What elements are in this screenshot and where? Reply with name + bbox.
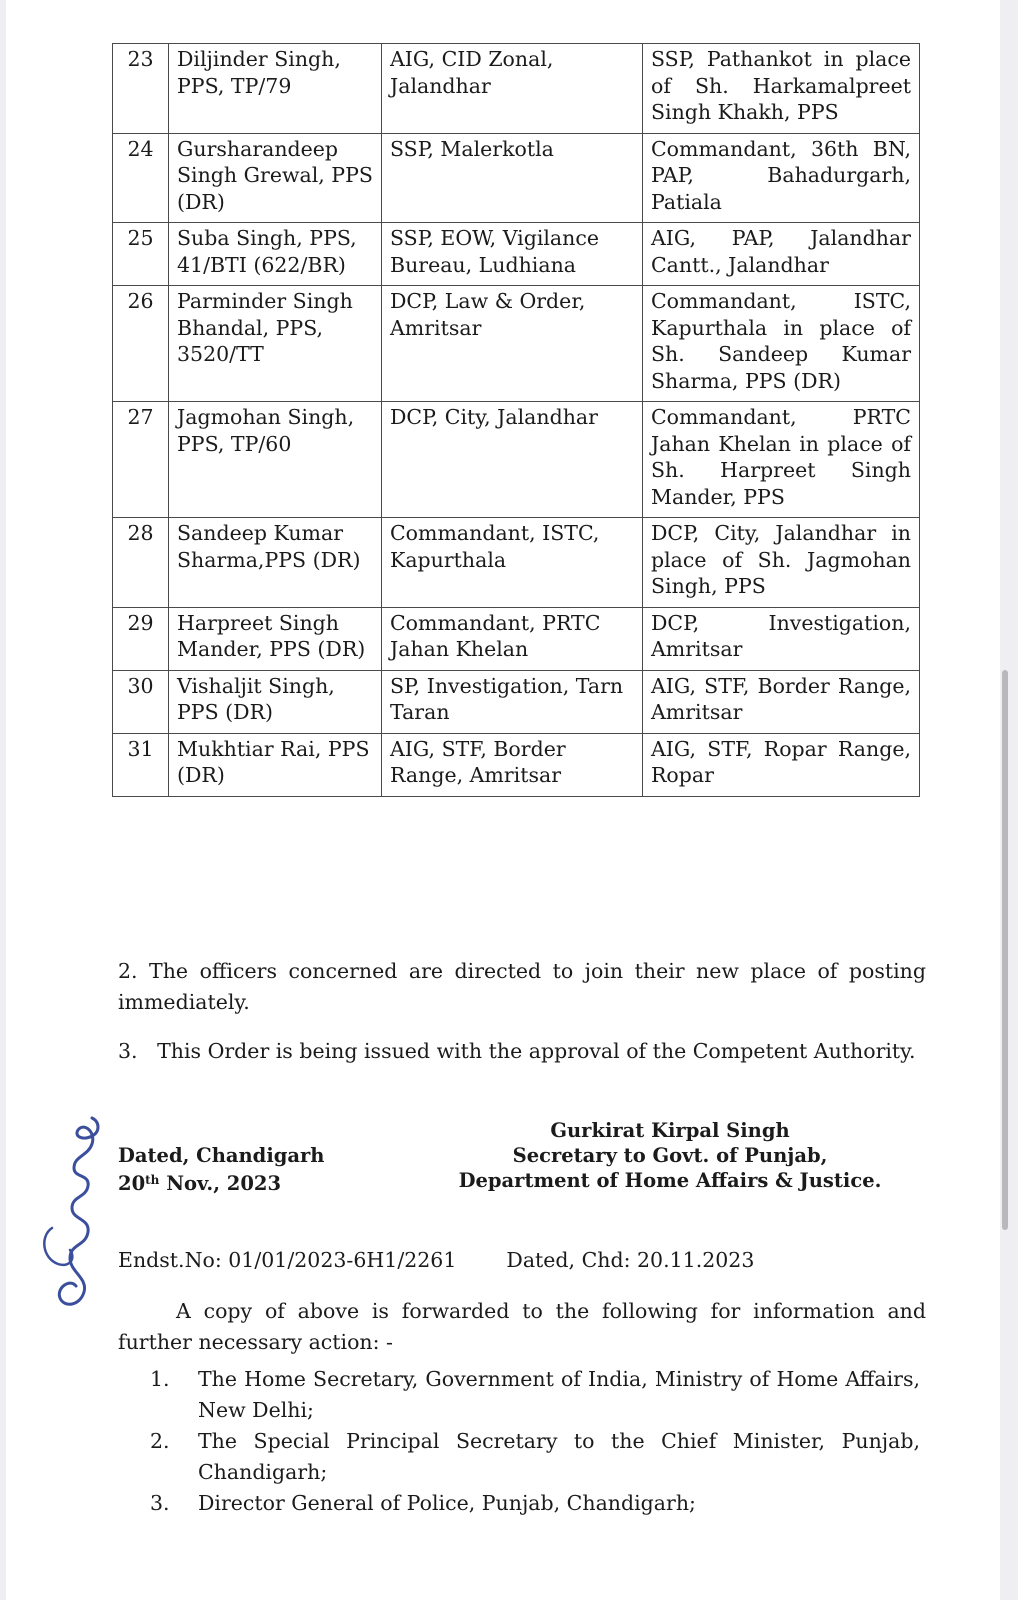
new-posting-cell: Commandant, ISTC, Kapurthala in place of Sh. Sandeep Kumar Sharma, PPS (DR) (643, 286, 920, 402)
list-item-number: 2. (150, 1429, 170, 1453)
signatory-designation: Secretary to Govt. of Punjab, (512, 1144, 828, 1167)
officer-name-cell: Vishaljit Singh, PPS (DR) (169, 670, 382, 733)
officer-name-cell: Gursharandeep Singh Grewal, PPS (DR) (169, 133, 382, 223)
present-posting-cell: AIG, STF, Border Range, Amritsar (382, 733, 643, 796)
officer-name-cell: Parminder Singh Bhandal, PPS, 3520/TT (169, 286, 382, 402)
present-posting-cell: SSP, Malerkotla (382, 133, 643, 223)
present-posting-cell: SP, Investigation, Tarn Taran (382, 670, 643, 733)
paragraph-3: 3. This Order is being issued with the approval of the Competent Authority. (118, 1039, 916, 1063)
list-item-text: The Special Principal Secretary to the Chief Minister, Punjab, Chandigarh; (198, 1429, 920, 1484)
list-item-text: Director General of Police, Punjab, Chandigarh; (198, 1491, 696, 1515)
table-row (113, 733, 920, 796)
officer-name-cell: Sandeep Kumar Sharma,PPS (DR) (169, 518, 382, 608)
serial-number-cell: 27 (113, 402, 169, 518)
officer-name-cell: Diljinder Singh, PPS, TP/79 (169, 44, 382, 134)
present-posting-cell: AIG, CID Zonal, Jalandhar (382, 44, 643, 134)
table-row (113, 223, 920, 286)
new-posting-cell: SSP, Pathankot in place of Sh. Harkamalpreet Singh Khakh, PPS (643, 44, 920, 134)
present-posting-cell: Commandant, ISTC, Kapurthala (382, 518, 643, 608)
officer-name-cell: Suba Singh, PPS, 41/BTI (622/BR) (169, 223, 382, 286)
serial-number-cell: 30 (113, 670, 169, 733)
present-posting-cell: DCP, Law & Order, Amritsar (382, 286, 643, 402)
serial-number-cell: 29 (113, 607, 169, 670)
table-row (113, 133, 920, 223)
signatory-block (440, 1118, 900, 1193)
new-posting-cell: AIG, STF, Border Range, Amritsar (643, 670, 920, 733)
paragraph-2: 2. The officers concerned are directed to join their new place of posting immediately. (118, 959, 926, 1014)
signatory-department: Department of Home Affairs & Justice. (458, 1169, 882, 1192)
table-row (113, 670, 920, 733)
officer-name-cell: Jagmohan Singh, PPS, TP/60 (169, 402, 382, 518)
new-posting-cell: Commandant, PRTC Jahan Khelan in place of Sh. Harpreet Singh Mander, PPS (643, 402, 920, 518)
new-posting-cell: DCP, Investigation, Amritsar (643, 607, 920, 670)
table-row (113, 286, 920, 402)
serial-number-cell: 25 (113, 223, 169, 286)
new-posting-cell: AIG, PAP, Jalandhar Cantt., Jalandhar (643, 223, 920, 286)
dated-block (118, 1143, 324, 1196)
new-posting-cell: DCP, City, Jalandhar in place of Sh. Jagmohan Singh, PPS (643, 518, 920, 608)
copy-forwarded-intro: A copy of above is forwarded to the following for information and further necessary action: - (118, 1299, 926, 1354)
signatory-name: Gurkirat Kirpal Singh (550, 1119, 790, 1142)
serial-number-cell: 23 (113, 44, 169, 134)
table-row (113, 518, 920, 608)
endorsement-number: Endst.No: 01/01/2023-6H1/2261 (118, 1248, 457, 1272)
table-row (113, 402, 920, 518)
present-posting-cell: Commandant, PRTC Jahan Khelan (382, 607, 643, 670)
new-posting-cell: Commandant, 36th BN, PAP, Bahadurgarh, Patiala (643, 133, 920, 223)
list-item-number: 3. (150, 1491, 170, 1515)
present-posting-cell: DCP, City, Jalandhar (382, 402, 643, 518)
table-row (113, 44, 920, 134)
dated-place: Dated, Chandigarh (118, 1144, 325, 1167)
scrollbar[interactable] (1002, 670, 1008, 1230)
list-item-text: The Home Secretary, Government of India, Ministry of Home Affairs, New Delhi; (198, 1367, 920, 1422)
list-item-number: 1. (150, 1367, 170, 1391)
officer-name-cell: Mukhtiar Rai, PPS (DR) (169, 733, 382, 796)
handwritten-initials (30, 1108, 110, 1318)
serial-number-cell: 26 (113, 286, 169, 402)
dated-date: 20th Nov., 2023 (118, 1172, 282, 1195)
endorsement-date: Dated, Chd: 20.11.2023 (506, 1248, 755, 1272)
postings-table (112, 43, 920, 797)
list-item (150, 1364, 920, 1426)
recipients-list (150, 1364, 920, 1519)
serial-number-cell: 31 (113, 733, 169, 796)
table-row (113, 607, 920, 670)
list-item (150, 1488, 920, 1519)
endorsement-line (118, 1248, 754, 1272)
list-item (150, 1426, 920, 1488)
serial-number-cell: 28 (113, 518, 169, 608)
officer-name-cell: Harpreet Singh Mander, PPS (DR) (169, 607, 382, 670)
new-posting-cell: AIG, STF, Ropar Range, Ropar (643, 733, 920, 796)
present-posting-cell: SSP, EOW, Vigilance Bureau, Ludhiana (382, 223, 643, 286)
serial-number-cell: 24 (113, 133, 169, 223)
